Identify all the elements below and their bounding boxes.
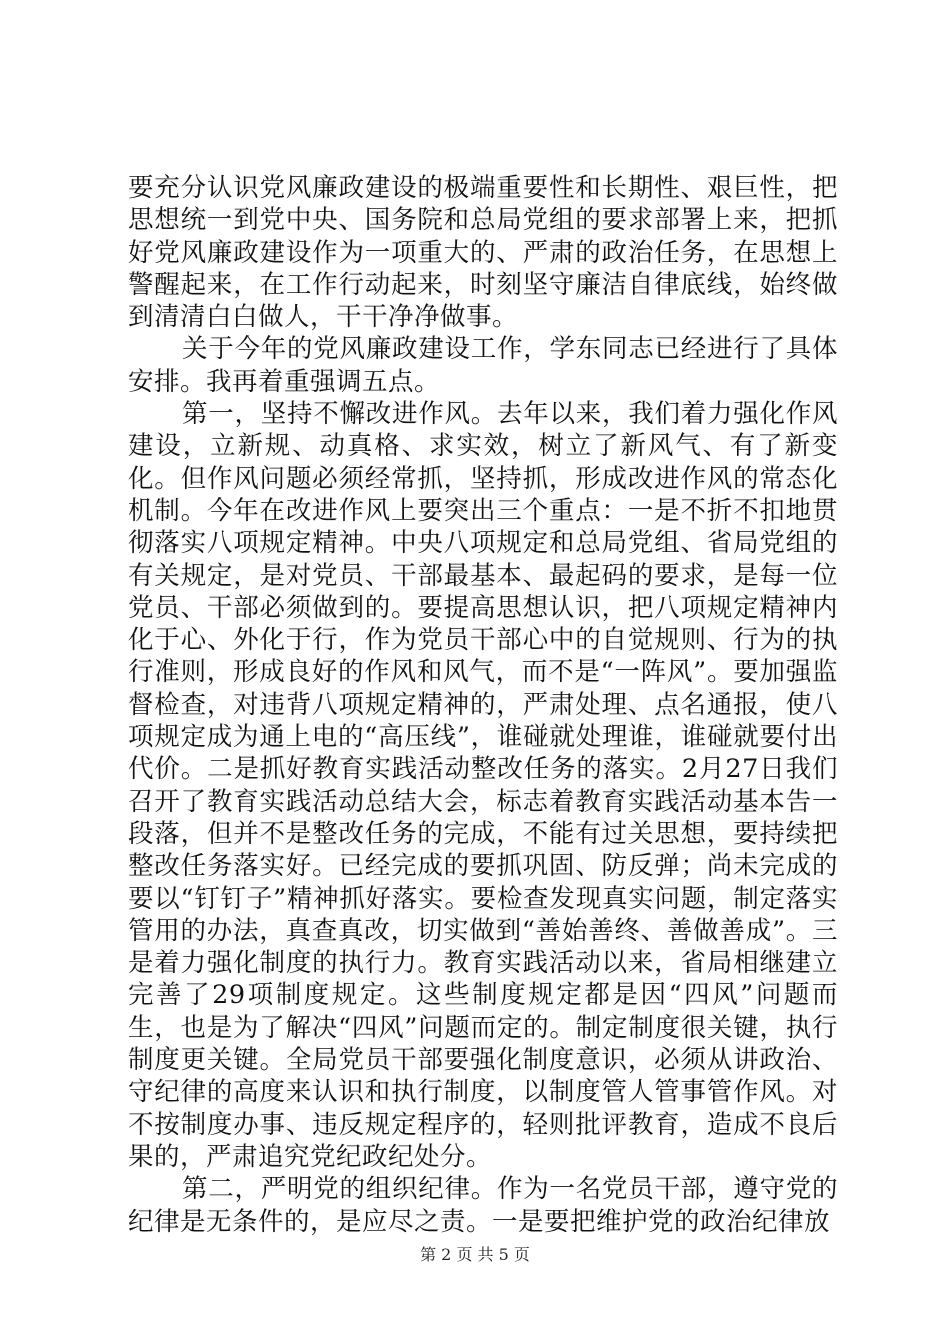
paragraph-2: 关于今年的党风廉政建设工作，学东同志已经进行了具体安排。我再着重强调五点。 [128, 334, 838, 397]
paragraph-4: 第二，严明党的组织纪律。作为一名党员干部，遵守党的纪律是无条件的，是应尽之责。一是要把维护党的政治纪律放 [128, 1174, 838, 1237]
document-body [128, 172, 838, 1238]
paragraph-1: 要充分认识党风廉政建设的极端重要性和长期性、艰巨性，把思想统一到党中央、国务院和总局党组的要求部署上来，把抓好党风廉政建设作为一项重大的、严肃的政治任务，在思想上警醒起来，在工作行动起来，时刻坚守廉洁自律底线，始终做到清清白白做人，干干净净做事。 [128, 173, 838, 333]
page-footer [0, 1242, 950, 1265]
page-number-label: 第 2 页 共 5 页 [420, 1245, 530, 1264]
paragraph-3: 第一，坚持不懈改进作风。去年以来，我们着力强化作风建设，立新规、动真格、求实效，树立了新风气、有了新变化。但作风问题必须经常抓，坚持抓，形成改进作风的常态化机制。今年在改进作风上要突出三个重点：一是不折不扣地贯彻落实八项规定精神。中央八项规定和总局党组、省局党组的有关规定，是对党员、干部最基本、最起码的要求，是每一位党员、干部必须做到的。要提高思想认识，把八项规定精神内化于心、外化于行，作为党员干部心中的自觉规则、行为的执行准则，形成良好的作风和风气，而不是“一阵风”。要加强监督检查，对违背八项规定精神的，严肃处理、点名通报，使八项规定成为通上电的“高压线”，谁碰就处理谁，谁碰就要付出代价。二是抓好教育实践活动整改任务的落实。2月27日我们召开了教育实践活动总结大会，标志着教育实践活动基本告一段落，但并不是整改任务的完成，不能有过关思想，要持续把整改任务落实好。已经完成的要抓巩固、防反弹；尚未完成的要以“钉钉子”精神抓好落实。要检查发现真实问题，制定落实管用的办法，真查真改，切实做到“善始善终、善做善成”。三是着力强化制度的执行力。教育实践活动以来，省局相继建立完善了29项制度规定。这些制度规定都是因“四风”问题而生，也是为了解决“四风”问题而定的。制定制度很关键，执行制度更关键。全局党员干部要强化制度意识，必须从讲政治、守纪律的高度来认识和执行制度，以制度管人管事管作风。对不按制度办事、违反规定程序的，轻则批评教育，造成不良后果的，严肃追究党纪政纪处分。 [128, 399, 838, 1172]
